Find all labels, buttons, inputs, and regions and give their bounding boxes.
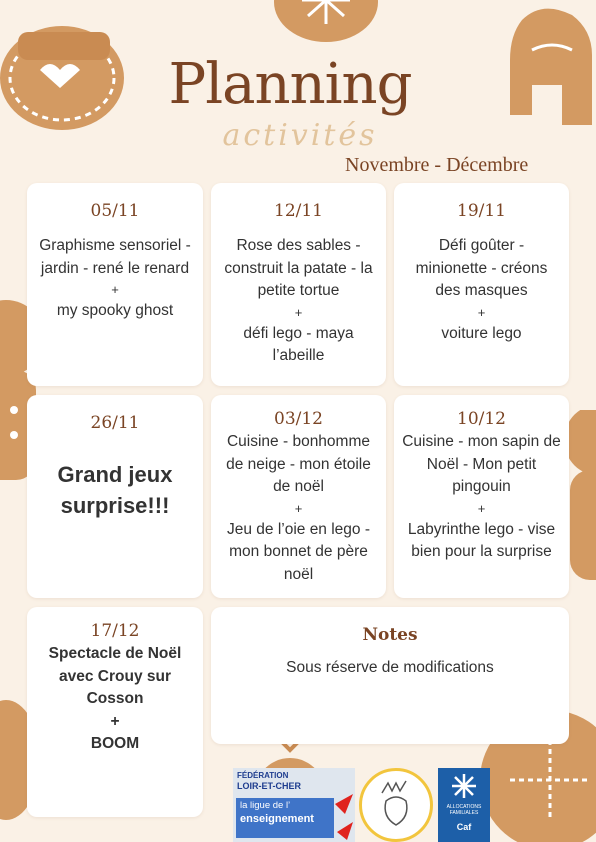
card-text-2: Labyrinthe lego - vise bien pour la surprise	[407, 520, 556, 560]
card-text-1: Cuisine - mon sapin de Noël - Mon petit pingouin	[402, 433, 561, 495]
deer-illustration-icon	[362, 771, 430, 839]
reindeer-cookie-icon	[492, 0, 596, 140]
card-date: 10/12	[457, 409, 506, 429]
ligue-enseignement-logo	[233, 768, 355, 842]
page-subtitle: activités	[222, 118, 378, 153]
page-title: Planning	[168, 52, 412, 117]
activity-card-0511	[27, 183, 203, 386]
caf-text: ALLOCATIONS FAMILIALES	[446, 804, 482, 816]
card-text-1: Grand jeux surprise!!!	[57, 462, 173, 518]
card-text-2: voiture lego	[441, 324, 522, 342]
logo-region-text: LOIR-ET-CHER	[237, 781, 301, 791]
notes-title: Notes	[362, 625, 418, 645]
card-plus: +	[110, 712, 120, 730]
caf-logo	[438, 768, 490, 842]
notes-text: Sous réserve de modifications	[286, 659, 494, 676]
card-text-1: Rose des sables - construit la patate - la petite tortue	[224, 237, 373, 299]
card-plus: +	[477, 304, 486, 320]
activity-card-1712	[27, 607, 203, 817]
caf-name: Caf	[456, 822, 472, 832]
card-date: 12/11	[274, 201, 323, 221]
card-text-1: Défi goûter - minionette - créons des masques	[415, 237, 548, 299]
logo-ligue-text: la ligue de l’	[240, 800, 291, 811]
card-text-2: Jeu de l’oie en lego - mon bonnet de père noël	[226, 520, 371, 583]
caf-snowflake-icon	[450, 772, 478, 800]
logo-federation-text: FÉDÉRATION	[237, 771, 289, 780]
card-date: 26/11	[90, 413, 140, 433]
card-plus: +	[294, 304, 303, 320]
logo-blue-block	[236, 798, 334, 838]
card-text-2: my spooky ghost	[56, 302, 174, 319]
card-text-1: Spectacle de Noël avec Crouy sur Cosson	[48, 645, 182, 707]
card-text-1: Cuisine - bonhomme de neige - mon étoile de noël	[226, 433, 371, 495]
card-date: 17/12	[90, 621, 140, 641]
activity-card-1012	[394, 395, 569, 598]
card-date: 05/11	[90, 201, 140, 221]
card-date: 19/11	[457, 201, 506, 221]
gingerbread-cake-icon	[0, 0, 140, 150]
association-round-logo	[359, 768, 433, 842]
card-text-2: défi lego - maya l’abeille	[243, 324, 354, 364]
card-text-2: BOOM	[90, 735, 140, 752]
card-plus: +	[477, 500, 486, 516]
logo-enseignement-text: enseignement	[240, 813, 314, 825]
activity-card-0312	[211, 395, 386, 598]
logo-red-arrow-icon	[333, 792, 355, 842]
period-label: Novembre - Décembre	[345, 154, 529, 176]
activity-card-2611	[27, 395, 203, 598]
card-date: 03/12	[274, 409, 323, 429]
card-plus: +	[294, 500, 303, 516]
activity-card-1211	[211, 183, 386, 386]
snowflake-cookie-icon	[268, 0, 388, 50]
card-plus: +	[111, 282, 119, 297]
card-text-1: Graphisme sensoriel - jardin - rené le renard	[39, 237, 191, 277]
notes-card	[211, 607, 569, 744]
activity-card-1911	[394, 183, 569, 386]
